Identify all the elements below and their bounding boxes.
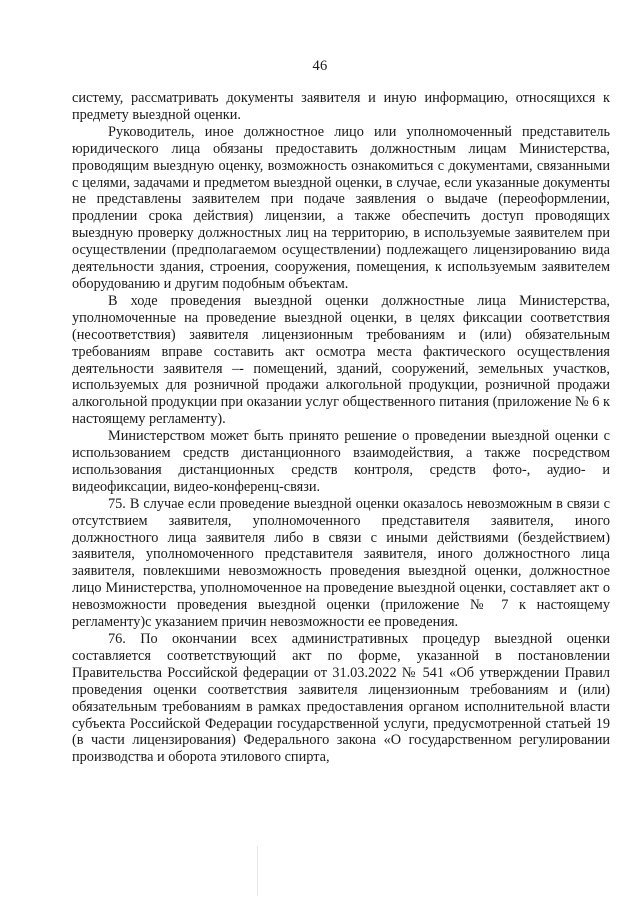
paragraph-item-75: 75. В случае если проведение выездной оценки оказалось невозможным в связи с отсутствием заявителя, уполномоченного представителя заявителя, иного должностного лица заявителя либо в связи с иными действиями (бездействием) заявителя, уполномоченного представителя заявителя, иного должностного лица заявителя, повлекшими невозможность проведения выездной оценки, должностное лицо Министерства, уполномоченное на проведение выездной оценки, составляет акт о невозможности проведения выездной оценки (приложение № 7 к настоящему регламенту)с указанием причин невозможности ее проведения. bbox=[72, 495, 610, 631]
page-number: 46 bbox=[312, 58, 328, 74]
paragraph-access-obligation: Руководитель, иное должностное лицо или уполномоченный представитель юридического лица обязаны предоставить должностным лицам Министерства, проводящим выездную оценку, возможность ознакомиться с документами, связанными с целями, задачами и предметом выездной оценки, в случае, если указанные документы не представлены заявителем при подаче заявления о выдаче (переоформлении, продлении срока действия) лицензии, а также обеспечить доступ проводящих выездную проверку должностных лиц на территорию, в используемые заявителем при осуществлении (предполагаемом осуществлении) подлежащего лицензированию вида деятельности здания, строения, сооружения, помещения, к используемым заявителем оборудованию и другим подобным объектам. bbox=[72, 123, 610, 292]
paragraph-remote-assessment: Министерством может быть принято решение о проведении выездной оценки с использованием средств дистанционного взаимодействия, а также посредством использования дистанционных средств контроля, средств фото-, аудио- и видеофиксации, видео-конференц-связи. bbox=[72, 428, 610, 495]
scan-artifact-line bbox=[257, 846, 258, 896]
paragraph-continuation: систему, рассматривать документы заявителя и иную информацию, относящихся к предмету выездной оценки. bbox=[72, 90, 610, 123]
paragraph-inspection-act: В ходе проведения выездной оценки должностные лица Министерства, уполномоченные на проведение выездной оценки, в целях фиксации соответствия (несоответствия) заявителя лицензионным требованиям и (или) обязательным требованиям вправе составить акт осмотра места фактического осуществления деятельности заявителя –- помещений, зданий, сооружений, земельных участков, используемых для розничной продажи алкогольной продукции, розничной продажи алкогольной продукции при оказании услуг общественного питания (приложение № 6 к настоящему регламенту). bbox=[72, 292, 610, 428]
paragraph-item-76: 76. По окончании всех административных процедур выездной оценки составляется соответствующий акт по форме, указанной в постановлении Правительства Российской федерации от 31.03.2022 № 541 «Об утверждении Правил проведения оценки соответствия заявителя лицензионным требованиям и (или) обязательным требованиям в рамках предоставления органом исполнительной власти субъекта Российской Федерации государственной услуги, предусмотренной статьей 19 (в части лицензирования) Федерального закона «О государственном регулировании производства и оборота этилового спирта, bbox=[72, 631, 610, 766]
document-body bbox=[72, 90, 610, 766]
